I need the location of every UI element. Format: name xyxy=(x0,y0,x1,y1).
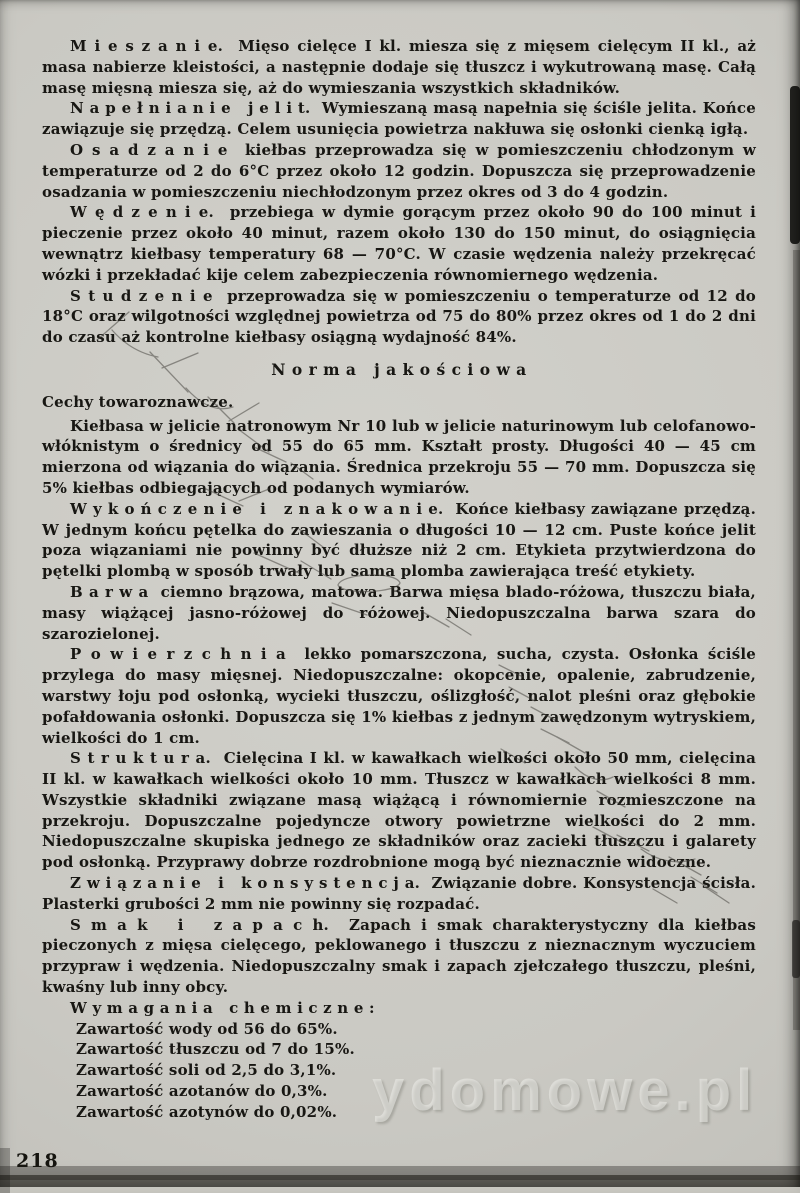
paragraph-mieszanie: M i e s z a n i e. Mięso cielęce I kl. miesza się z mięsem cielęcym II kl., aż masa nabierze kleistości, a następnie dodaje się tłuszcz i wykutrowaną masę. Całą masę mięsną miesza się, aż do wymieszania wszystkich składników. xyxy=(42,37,756,97)
heading-wymagania-chemiczne: W y m a g a n i a c h e m i c z n e : xyxy=(70,998,375,1017)
paragraph-kielbasa-wymiary: Kiełbasa w jelicie natronowym Nr 10 lub w jelicie naturinowym lub celofanowo-włóknistym o średnicy od 55 do 65 mm. Kształt prosty. Długości 40 — 45 cm mierzona od wiązania do wiązania. Średnica przekroju 55 — 70 mm. Dopuszcza się 5% kiełbas odbiegających od podanych wymiarów. xyxy=(42,416,756,497)
chem-line-tluszcz: Zawartość tłuszczu od 7 do 15%. xyxy=(76,1040,355,1059)
subheading-cechy-towaroznawcze: Cechy towaroznawcze. xyxy=(42,392,234,411)
paragraph-powierzchnia: P o w i e r z c h n i a lekko pomarszczona, sucha, czysta. Osłonka ściśle przylega do masy mięsnej. Niedopuszczalne: okopcenie, opalenie, zabrudzenie, warstwy łoju pod osłonką, wycieki tłuszczu, oślizgłość, nalot pleśni oraz głębokie pofałdowania osłonki. Dopuszcza się 1% kiełbas z jednym zawędzonym wytryskiem, wielkości do 1 cm. xyxy=(42,645,756,747)
chem-line-azotany: Zawartość azotanów do 0,3%. xyxy=(76,1082,328,1101)
section-heading-norma-jakosciowa: N o r m a j a k o ś c i o w a xyxy=(271,359,527,379)
watermark-text: ydomowe.pl xyxy=(372,1058,758,1123)
paragraph-napelnianie-jelit: N a p e ł n i a n i e j e l i t. Wymieszaną masą napełnia się ściśle jelita. Końce zawiązuje się przędzą. Celem usunięcia powietrza nakłuwa się osłonki cienką igłą. xyxy=(42,99,756,139)
chem-line-sol: Zawartość soli od 2,5 do 3,1%. xyxy=(76,1061,337,1080)
paragraph-zwiazanie-konsystencja: Z w i ą z a n i e i k o n s y s t e n c j a. Związanie dobre. Konsystencja ścisła. Plasterki grubości 2 mm nie powinny się rozpadać. xyxy=(42,874,756,913)
paragraph-osadzanie: O s a d z a n i e kiełbas przeprowadza się w pomieszczeniu chłodzonym w temperaturze od 2 do 6°C przez około 12 godzin. Dopuszcza się przeprowadzenie osadzania w pomieszczeniu niechłodzonym przez okres od 3 do 4 godzin. xyxy=(42,140,756,201)
chem-line-azotyny: Zawartość azotynów do 0,02%. xyxy=(76,1102,338,1121)
chem-line-woda: Zawartość wody od 56 do 65%. xyxy=(76,1019,338,1038)
page-number: 218 xyxy=(16,1150,59,1172)
paragraph-wykonczenie-znakowanie: W y k o ń c z e n i e i z n a k o w a n i e. Końce kiełbasy zawiązane przędzą. W jednym końcu pętelka do zawieszania o długości 10 — 12 cm. Puste końce jelit poza wiązaniami nie powinny być dłuższe niż 2 cm. Etykieta przytwierdzona do pętelki plombą w sposób trwały lub sama plomba zawierająca treść etykiety. xyxy=(42,499,756,581)
paragraph-studzenie: S t u d z e n i e przeprowadza się w pomieszczeniu o temperaturze od 12 do 18°C oraz wilgotności względnej powietrza od 75 do 80% przez okres od 1 do 2 dni do czasu aż kontrolne kiełbasy osiągną wydajność 84%. xyxy=(42,286,756,347)
paragraph-struktura: S t r u k t u r a. Cielęcina I kl. w kawałkach wielkości około 50 mm, cielęcina II kl. w kawałkach wielkości około 10 mm. Tłuszcz w kawałkach wielkości 8 mm. Wszystkie składniki związane masą wiążącą i równomiernie rozmieszczone na przekroju. Dopuszczalne pojedyncze otwory powietrzne wielkości do 2 mm. Niedopuszczalne skupiska jednego ze składników oraz zacieki tłuszczu i galarety pod osłonką. Przyprawy dobrze rozdrobnione mogą być nieznacznie widoczne. xyxy=(42,749,756,872)
paragraph-barwa: B a r w a ciemno brązowa, matowa. Barwa mięsa blado-różowa, tłuszczu biała, masy wiążącej jasno-różowej do różowej. Niedopuszczalna barwa szara do szarozielonej. xyxy=(42,582,756,643)
paragraph-smak-zapach: S m a k i z a p a c h. Zapach i smak charakterystyczny dla kiełbas pieczonych z mięsa cielęcego, peklowanego i tłuszczu z nieznacznym wyczuciem przypraw i wędzenia. Niedopuszczalny smak i zapach zjełczałego tłuszczu, pleśni, kwaśny lub inny obcy. xyxy=(42,915,756,997)
page-content xyxy=(42,36,756,1123)
paragraph-wedzenie: W ę d z e n i e. przebiega w dymie gorącym przez około 90 do 100 minut i pieczenie przez około 40 minut, razem około 130 do 150 minut, do osiągnięcia wewnątrz kiełbasy temperatury 68 — 70°C. W czasie wędzenia należy przekręcać wózki i przekładać kije celem zabezpieczenia równomiernego wędzenia. xyxy=(42,203,756,284)
